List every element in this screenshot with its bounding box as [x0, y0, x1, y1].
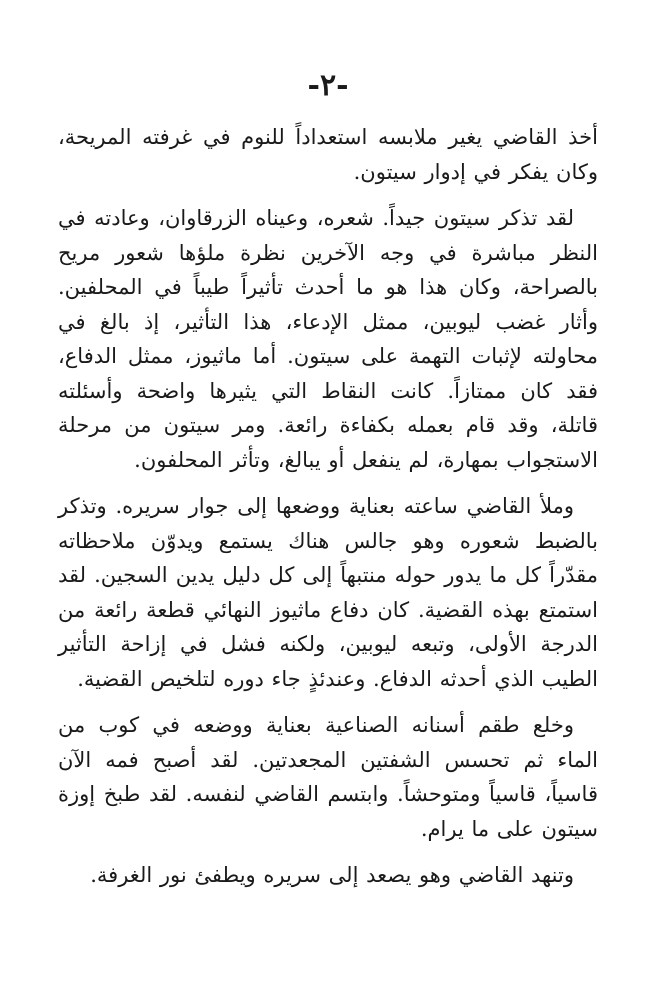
paragraph-5: وتنهد القاضي وهو يصعد إلى سريره ويطفئ نور الغرفة. [90, 863, 574, 887]
paragraph-3: وملأ القاضي ساعته بعناية ووضعها إلى جوار سريره. وتذكر بالضبط شعوره وهو جالس هناك يستمع ويدوّن ملاحظاته مقدّراً كل ما يدور حوله منتبهاً إلى كل دليل يدين السجين. لقد استمتع بهذه القضية. كان دفاع ماثيوز النهائي قطعة رائعة من الدرجة الأولى، وتبعه ليوبين، ولكنه فشل في إزاحة التأثير الطيب الذي أحدثه الدفاع. وعندئذٍ جاء دوره لتلخيص القضية. [58, 494, 598, 691]
paragraph-4: وخلع طقم أسنانه الصناعية بعناية ووضعه في كوب من الماء ثم تحسس الشفتين المجعدتين. لقد أصبح فمه الآن قاسياً، قاسياً ومتوحشاً. وابتسم القاضي لنفسه. لقد طبخ إوزة سيتون على ما يرام. [58, 713, 598, 841]
paragraph-1: أخذ القاضي يغير ملابسه استعداداً للنوم في غرفته المريحة، وكان يفكر في إدوار سيتون. [58, 125, 598, 184]
book-page [58, 66, 598, 905]
paragraph-2: لقد تذكر سيتون جيداً. شعره، وعيناه الزرقاوان، وعادته في النظر مباشرة في وجه الآخرين نظرة ملؤها شعور مريح بالصراحة، وكان هذا هو ما أحدث تأثيراً طيباً في المحلفين. وأثار غضب ليوبين، ممثل الإدعاء، هذا التأثير، إذ بالغ في محاولته لإثبات التهمة على سيتون. أما ماثيوز، ممثل الدفاع، فقد كان ممتازاً. كانت النقاط التي يثيرها واضحة وأسئلته قاتلة، وقد قام بعمله بكفاءة رائعة. ومر سيتون من مرحلة الاستجواب بمهارة، لم ينفعل أو يبالغ، وتأثر المحلفون. [58, 206, 598, 472]
page-number: -٢- [307, 68, 349, 103]
